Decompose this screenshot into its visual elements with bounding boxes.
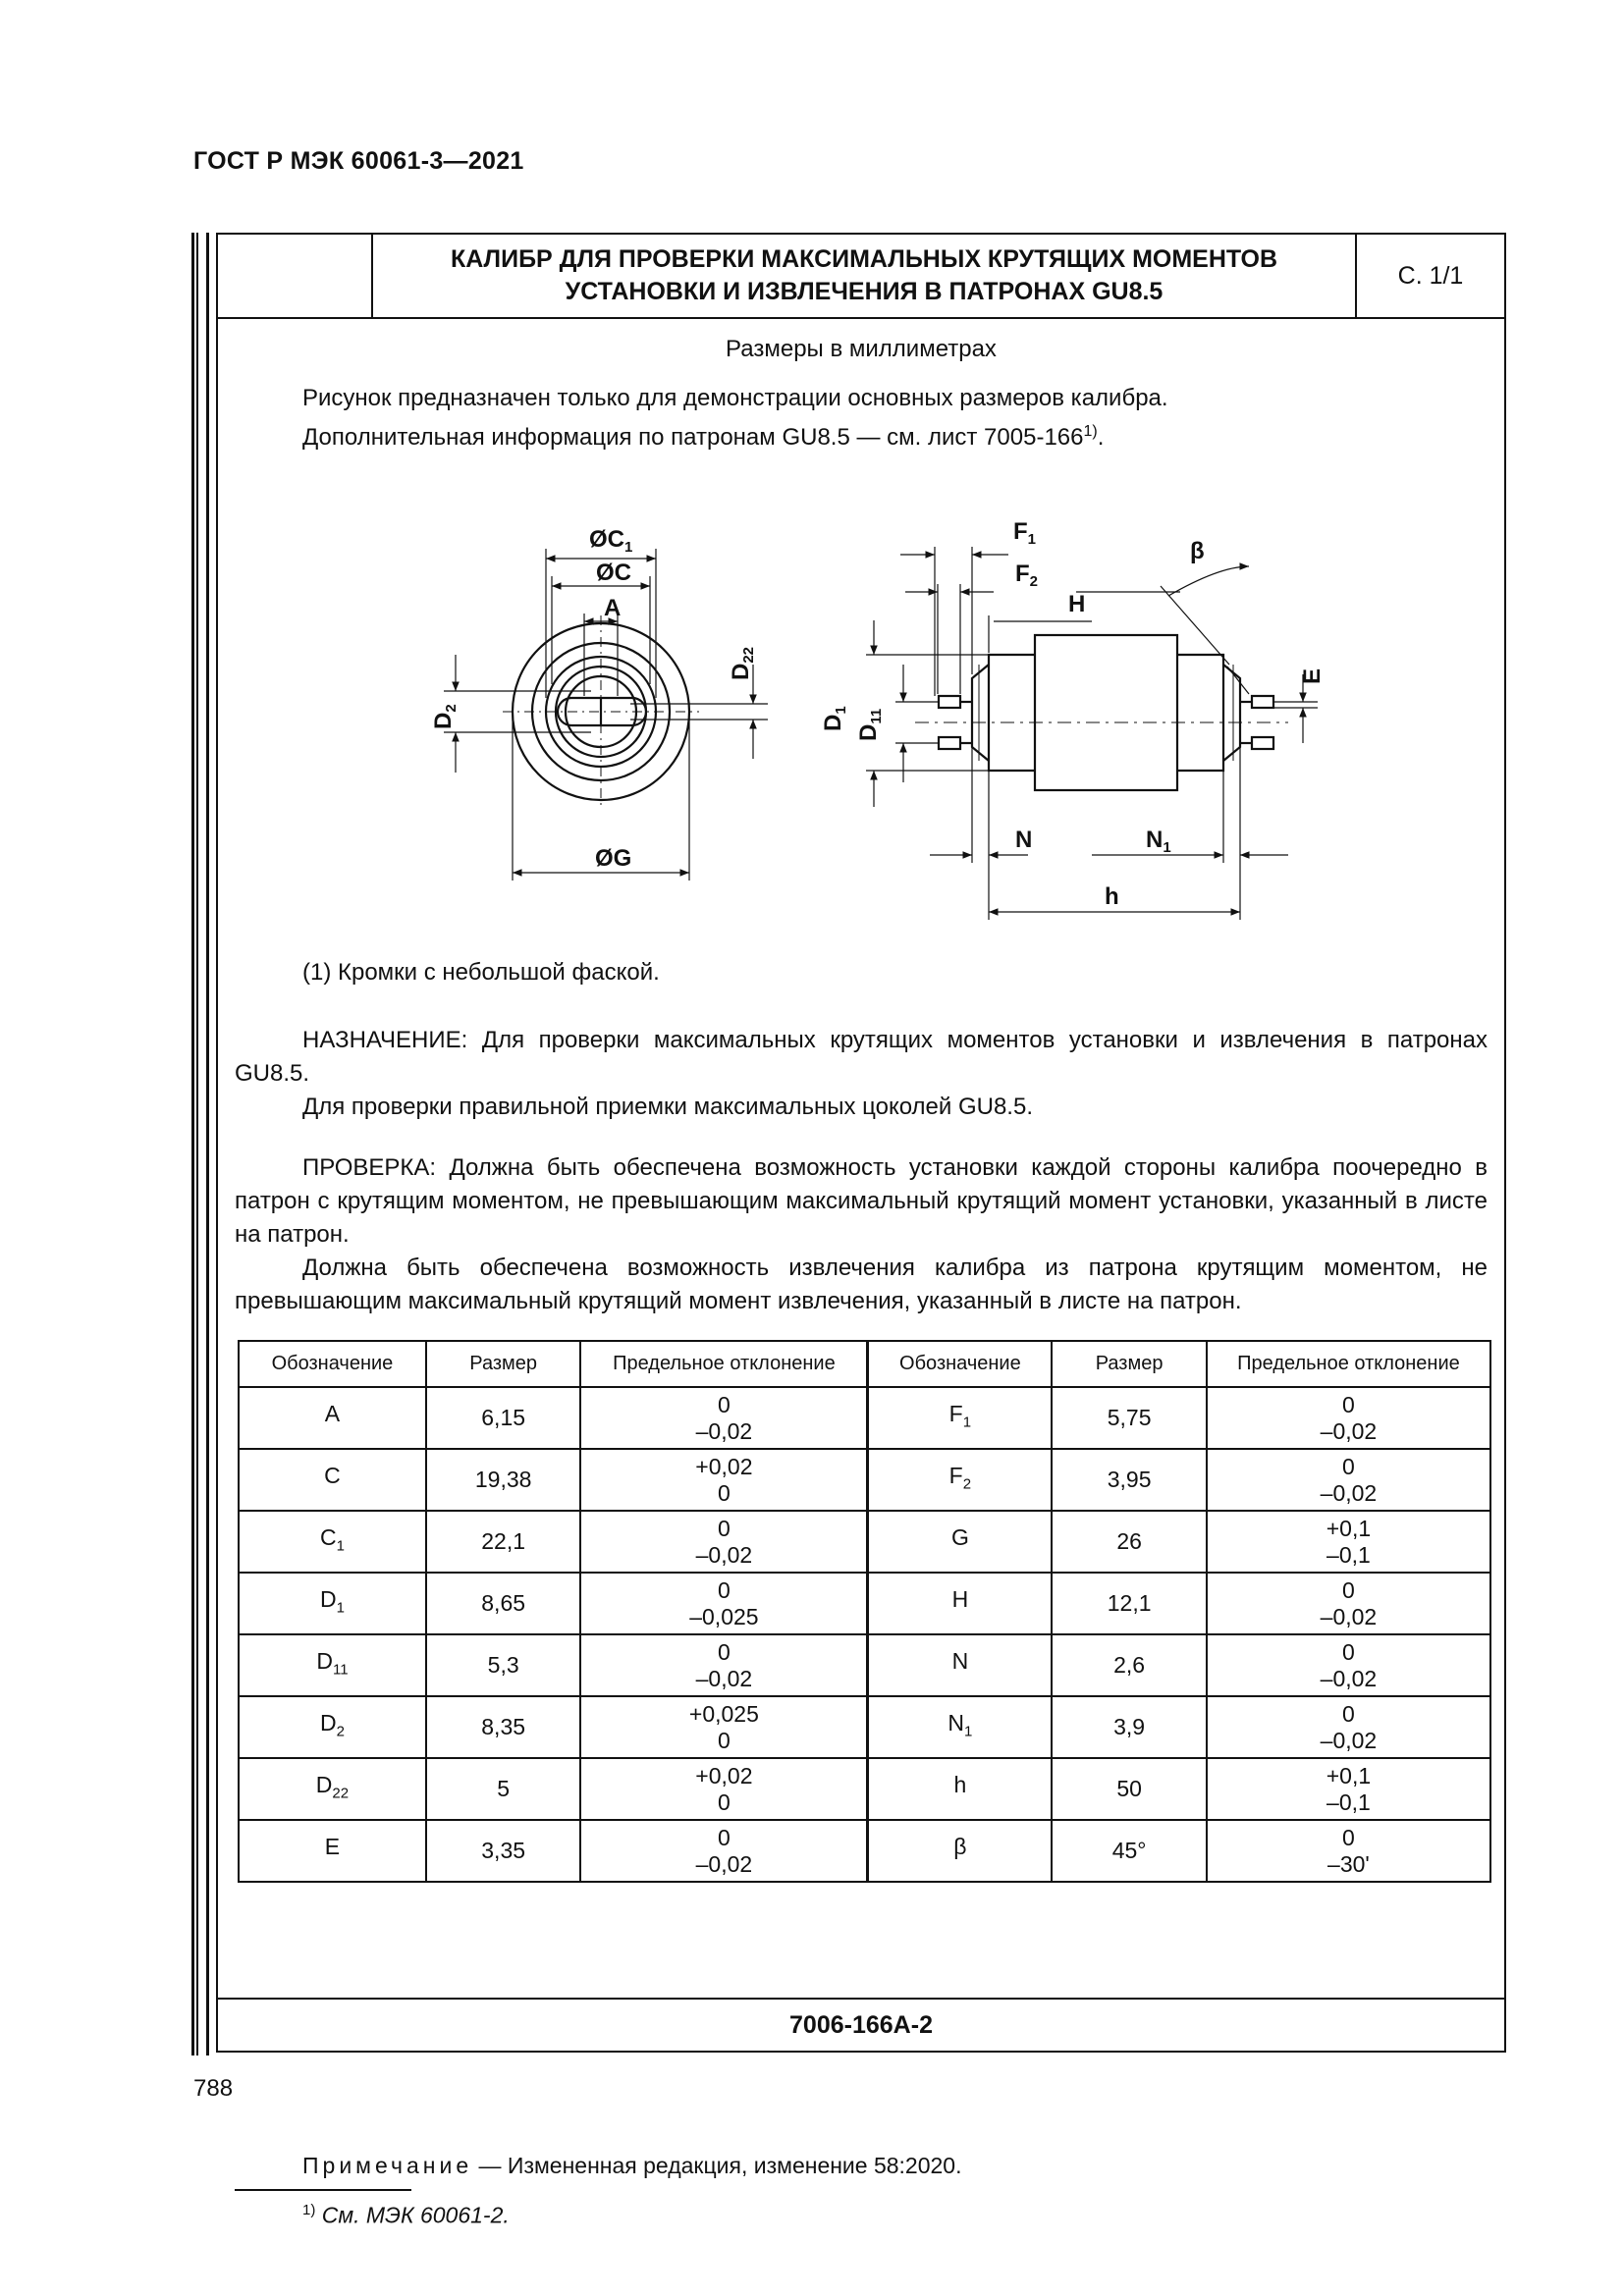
label-d1: $D_1$ [820, 706, 849, 731]
header-designation-2: Обозначение [868, 1341, 1052, 1387]
binding-margin-lines [191, 233, 209, 2056]
tolerance-lower: –0,02 [1320, 1603, 1378, 1629]
tolerance-upper: +0,02 [695, 1762, 753, 1789]
header-size: Размер [426, 1341, 581, 1387]
table-row [239, 1634, 1490, 1696]
cell-tolerance [1207, 1387, 1490, 1449]
tolerance-lower: –0,025 [689, 1603, 759, 1629]
footnote-ref: 1) [1083, 423, 1098, 440]
cell-tolerance [1207, 1449, 1490, 1511]
tolerance-lower: –0,1 [1326, 1541, 1371, 1568]
tolerance-lower: –0,02 [1320, 1479, 1378, 1506]
tolerance-upper: 0 [1342, 1576, 1355, 1603]
sheet-title-line-2: УСТАНОВКИ И ИЗВЛЕЧЕНИЯ В ПАТРОНАХ GU8.5 [565, 278, 1164, 305]
intro-text [302, 382, 1481, 454]
sheet-page-indicator: С. 1/1 [1397, 261, 1464, 290]
document-header: ГОСТ Р МЭК 60061-3—2021 [193, 147, 524, 175]
tolerance-upper: 0 [1342, 1638, 1355, 1665]
side-view [866, 547, 1318, 920]
tolerance-upper: 0 [1342, 1391, 1355, 1417]
cell-tolerance [580, 1634, 868, 1696]
tolerance-upper: 0 [718, 1576, 731, 1603]
intro-line-2: Дополнительная информация по патронам GU8.5 — см. лист 7005-166$^{1)}$. [302, 423, 1105, 451]
sheet-frame [216, 233, 1506, 2228]
tolerance-upper: +0,1 [1326, 1762, 1372, 1789]
cell-tolerance [1207, 1696, 1490, 1758]
cell-designation: $D_1$ [239, 1573, 426, 1634]
label-g: ØG [595, 845, 632, 872]
cell-tolerance [1207, 1758, 1490, 1820]
tolerance-upper: +0,1 [1326, 1515, 1372, 1541]
cell-designation: A [239, 1387, 426, 1449]
cell-tolerance [1207, 1634, 1490, 1696]
header-size-2: Размер [1052, 1341, 1207, 1387]
tolerance-lower: 0 [718, 1789, 731, 1815]
label-c: ØC [596, 560, 631, 586]
tolerance-lower: –0,1 [1326, 1789, 1371, 1815]
table-header-row [239, 1341, 1490, 1387]
cell-size: 22,1 [426, 1511, 581, 1573]
table-row [239, 1696, 1490, 1758]
label-c1: $ØC_1$ [589, 526, 633, 556]
dimensions-table [238, 1340, 1491, 1883]
purpose-paragraph: НАЗНАЧЕНИЕ: Для проверки максимальных крутящих моментов установки и извлечения в патронах GU8.5. [235, 1027, 1488, 1087]
cell-designation: G [868, 1511, 1052, 1573]
tolerance-upper: 0 [1342, 1824, 1355, 1850]
chamfer-note: (1) Кромки с небольшой фаской. [302, 959, 660, 986]
tolerance-upper: 0 [718, 1824, 731, 1850]
cell-size: 3,95 [1052, 1449, 1207, 1511]
table-body [239, 1387, 1490, 1882]
table-row [239, 1758, 1490, 1820]
tolerance-upper: 0 [1342, 1453, 1355, 1479]
cell-designation: $F_1$ [868, 1387, 1052, 1449]
cell-tolerance [1207, 1820, 1490, 1882]
title-empty-cell [218, 235, 373, 317]
cell-size: 5,3 [426, 1634, 581, 1696]
label-h-dim: H [1068, 591, 1086, 617]
cell-size: 8,35 [426, 1696, 581, 1758]
cell-tolerance [580, 1696, 868, 1758]
tolerance-upper: 0 [1342, 1700, 1355, 1727]
check-paragraph: ПРОВЕРКА: Должна быть обеспечена возможность установки каждой стороны калибра поочередно в патрон с крутящим моментом, не превышающим максимальный крутящий момент установки, указанный в листе на патрон. [235, 1154, 1488, 1248]
page-number: 788 [193, 2075, 234, 2102]
header-tolerance-2: Предельное отклонение [1207, 1341, 1490, 1387]
cell-designation: H [868, 1573, 1052, 1634]
tolerance-lower: –0,02 [695, 1541, 753, 1568]
label-h-length: h [1105, 883, 1119, 910]
cell-designation: $D_{22}$ [239, 1758, 426, 1820]
tolerance-upper: 0 [718, 1638, 731, 1665]
tolerance-lower: 0 [718, 1479, 731, 1506]
footnote-mark: 1) [302, 2202, 316, 2218]
cell-size: 8,65 [426, 1573, 581, 1634]
tolerance-upper: +0,025 [688, 1700, 759, 1727]
header-tolerance: Предельное отклонение [580, 1341, 868, 1387]
label-d22: $D_{22}$ [728, 646, 757, 680]
cell-tolerance [580, 1449, 868, 1511]
cell-size: 26 [1052, 1511, 1207, 1573]
table-row [239, 1820, 1490, 1882]
cell-tolerance [1207, 1573, 1490, 1634]
tolerance-lower: –0,02 [1320, 1665, 1378, 1691]
table-row [239, 1387, 1490, 1449]
table-row [239, 1449, 1490, 1511]
tolerance-lower: –0,02 [1320, 1417, 1378, 1444]
tolerance-upper: +0,02 [695, 1453, 753, 1479]
tolerance-lower: –0,02 [695, 1417, 753, 1444]
tolerance-lower: 0 [718, 1727, 731, 1753]
intro-line-1: Рисунок предназначен только для демонстрации основных размеров калибра. [302, 385, 1168, 411]
gauge-drawing [405, 488, 1396, 930]
cell-designation: $F_2$ [868, 1449, 1052, 1511]
cell-designation: E [239, 1820, 426, 1882]
label-f1: $F_1$ [1013, 518, 1037, 548]
tolerance-upper: 0 [718, 1391, 731, 1417]
table-row [239, 1511, 1490, 1573]
label-f2: $F_2$ [1015, 561, 1039, 590]
cell-tolerance [580, 1820, 868, 1882]
cell-size: 45° [1052, 1820, 1207, 1882]
side-view-labels [820, 518, 1326, 910]
cell-designation: h [868, 1758, 1052, 1820]
cell-tolerance [580, 1758, 868, 1820]
cell-size: 2,6 [1052, 1634, 1207, 1696]
label-beta: β [1190, 538, 1205, 564]
label-e: E [1299, 667, 1326, 684]
tolerance-upper: 0 [718, 1515, 731, 1541]
label-d2: $D_2$ [430, 704, 460, 729]
note-text: — Измененная редакция, изменение 58:2020. [472, 2153, 962, 2178]
cell-size: 12,1 [1052, 1573, 1207, 1634]
cell-designation: $D_{11}$ [239, 1634, 426, 1696]
header-designation: Обозначение [239, 1341, 426, 1387]
note-label: Примечание [302, 2153, 473, 2178]
table-row [239, 1573, 1490, 1634]
cell-tolerance [580, 1511, 868, 1573]
label-d11: $D_{11}$ [855, 708, 885, 741]
cell-designation: $N_1$ [868, 1696, 1052, 1758]
sheet-title [373, 235, 1357, 317]
purpose-paragraph-2: Для проверки правильной приемки максимальных цоколей GU8.5. [302, 1094, 1033, 1120]
label-n1: $N_1$ [1146, 827, 1171, 856]
title-block [218, 235, 1504, 319]
cell-size: 5,75 [1052, 1387, 1207, 1449]
sheet-title-line-1: КАЛИБР ДЛЯ ПРОВЕРКИ МАКСИМАЛЬНЫХ КРУТЯЩИХ МОМЕНТОВ [450, 245, 1278, 273]
tolerance-lower: –30' [1327, 1850, 1370, 1877]
cell-designation: β [868, 1820, 1052, 1882]
footnote [302, 2194, 510, 2232]
tolerance-lower: –0,02 [695, 1665, 753, 1691]
cell-designation: $D_2$ [239, 1696, 426, 1758]
cell-size: 6,15 [426, 1387, 581, 1449]
tolerance-lower: –0,02 [1320, 1727, 1378, 1753]
cell-tolerance [580, 1387, 868, 1449]
cell-designation: $C_1$ [239, 1511, 426, 1573]
cell-designation: N [868, 1634, 1052, 1696]
cell-size: 50 [1052, 1758, 1207, 1820]
cell-size: 5 [426, 1758, 581, 1820]
cell-size: 3,35 [426, 1820, 581, 1882]
label-a: A [604, 595, 622, 621]
footnote-separator [235, 2189, 411, 2191]
sheet-number: 7006-166А-2 [218, 1998, 1504, 2051]
tolerance-lower: –0,02 [695, 1850, 753, 1877]
cell-designation: C [239, 1449, 426, 1511]
units-caption: Размеры в миллиметрах [726, 336, 997, 362]
footnote-text: См. МЭК 60061-2. [315, 2202, 510, 2228]
label-n: N [1015, 827, 1033, 853]
cell-tolerance [1207, 1511, 1490, 1573]
check-paragraph-2: Должна быть обеспечена возможность извлечения калибра из патрона крутящим моментом, не превышающим максимальный крутящий момент извлечения, указанный в листе на патрон. [235, 1255, 1488, 1314]
cell-size: 3,9 [1052, 1696, 1207, 1758]
note [302, 2149, 962, 2182]
cell-tolerance [580, 1573, 868, 1634]
cell-size: 19,38 [426, 1449, 581, 1511]
